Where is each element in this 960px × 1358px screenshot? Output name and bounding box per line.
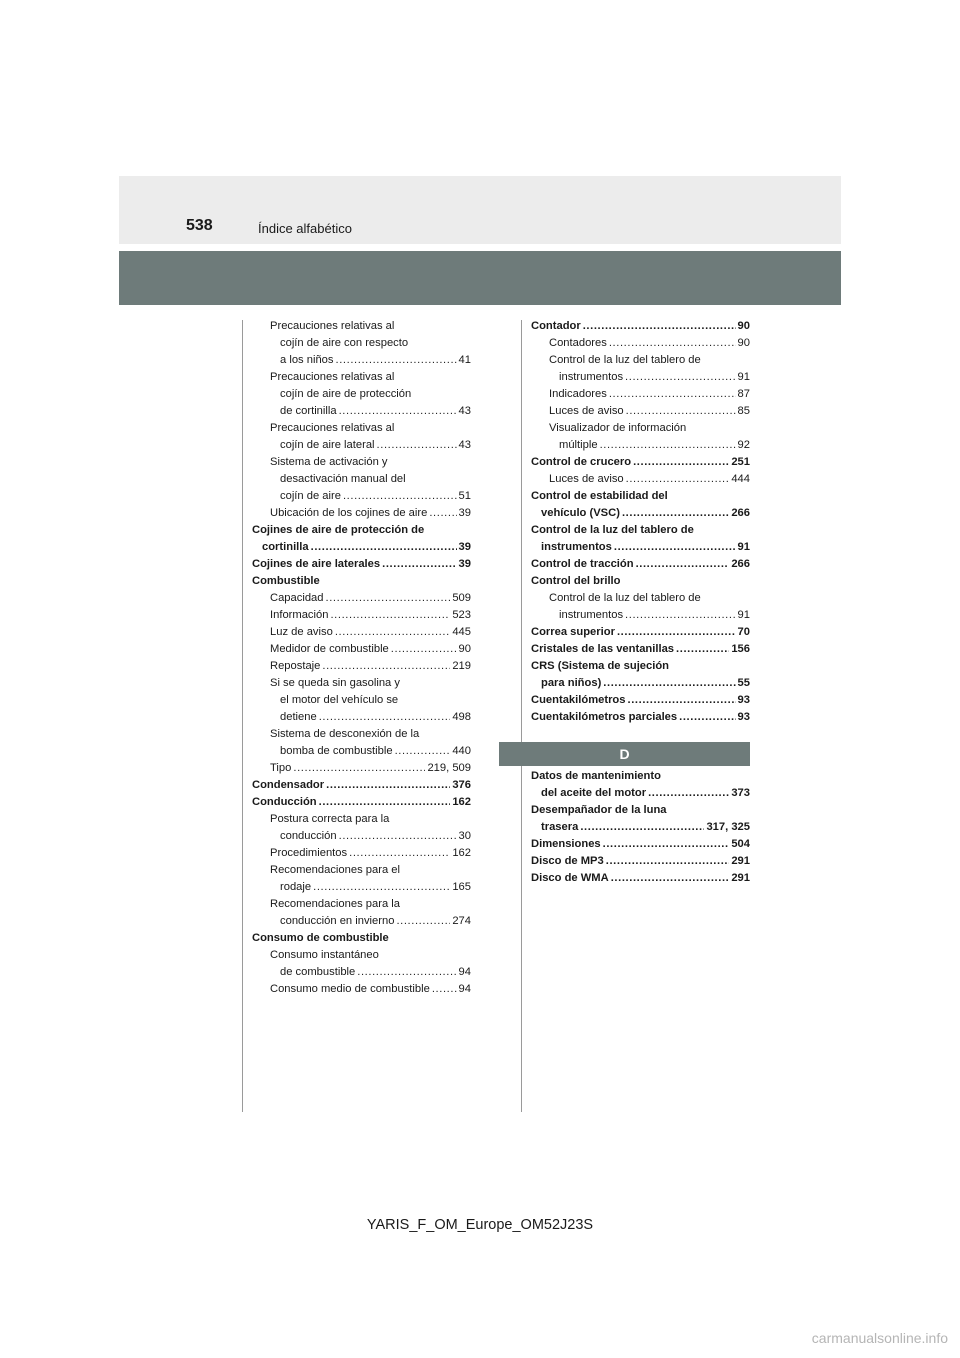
leader-dots xyxy=(626,403,736,420)
index-page-ref: 92 xyxy=(737,439,750,451)
index-entry-text: Control del brillo xyxy=(531,575,621,587)
index-entry xyxy=(252,947,471,981)
index-page-ref: 39 xyxy=(458,541,471,553)
index-entry-text: Cojines de aire de protección de xyxy=(252,524,425,536)
index-page-ref: 162 xyxy=(452,796,471,808)
index-entry xyxy=(531,352,750,386)
index-page-ref: 251 xyxy=(731,456,750,468)
index-page-ref: 274 xyxy=(452,915,471,927)
index-entry xyxy=(531,556,750,573)
leader-dots xyxy=(606,853,730,870)
letter-heading-d: D xyxy=(499,742,750,766)
index-entry xyxy=(252,726,471,760)
index-entry-text: Repostaje xyxy=(270,660,321,672)
leader-dots xyxy=(609,335,736,352)
leader-dots xyxy=(322,658,450,675)
index-entry-text: cojín de aire xyxy=(280,490,341,502)
index-page-ref: 504 xyxy=(731,838,750,850)
leader-dots xyxy=(648,785,729,802)
index-entry xyxy=(252,522,471,556)
index-page-ref: 90 xyxy=(737,337,750,349)
index-page-ref: 509 xyxy=(452,592,471,604)
index-entry-text: cortinilla xyxy=(262,541,309,553)
index-entry-text: Consumo medio de combustible xyxy=(270,983,430,995)
index-entry-text: instrumentos xyxy=(559,371,624,383)
index-entry xyxy=(252,777,471,794)
index-page-ref: 93 xyxy=(737,694,750,706)
index-entry-text: Cristales de las ventanillas xyxy=(531,643,675,655)
index-entry-text: Condensador xyxy=(252,779,325,791)
leader-dots xyxy=(614,539,736,556)
leader-dots xyxy=(603,675,735,692)
index-entry-text: Contador xyxy=(531,320,581,332)
index-entry xyxy=(531,802,750,836)
index-entry xyxy=(531,768,750,802)
leader-dots xyxy=(603,836,730,853)
index-entry xyxy=(252,862,471,896)
index-page-ref: 440 xyxy=(452,745,471,757)
index-entry-text: múltiple xyxy=(559,439,598,451)
index-entry xyxy=(531,335,750,352)
index-entry xyxy=(531,590,750,624)
index-page-ref: 93 xyxy=(737,711,750,723)
index-page-ref: 51 xyxy=(458,490,471,502)
index-page-ref: 376 xyxy=(452,779,471,791)
leader-dots xyxy=(626,471,730,488)
leader-dots xyxy=(339,403,457,420)
leader-dots xyxy=(326,777,450,794)
index-entry xyxy=(531,403,750,420)
index-page-ref: 90 xyxy=(737,320,750,332)
index-page-ref: 219, 509 xyxy=(427,762,471,774)
leader-dots xyxy=(583,318,736,335)
index-entry-text: Postura correcta para la xyxy=(270,813,390,825)
leader-dots xyxy=(293,760,425,777)
index-entry-text: Procedimientos xyxy=(270,847,348,859)
index-entry-text: Capacidad xyxy=(270,592,324,604)
index-page-ref: 317, 325 xyxy=(706,821,750,833)
index-page-ref: 291 xyxy=(731,872,750,884)
leader-dots xyxy=(609,386,736,403)
leader-dots xyxy=(335,624,451,641)
header-gray-bar xyxy=(119,251,841,305)
index-entry-text: Tipo xyxy=(270,762,292,774)
index-entry-text: Control de la luz del tablero de xyxy=(549,592,701,604)
index-entry xyxy=(252,590,471,607)
leader-dots xyxy=(319,794,451,811)
leader-dots xyxy=(625,607,736,624)
leader-dots xyxy=(633,454,729,471)
index-entry xyxy=(531,420,750,454)
leader-dots xyxy=(580,819,704,836)
leader-dots xyxy=(600,437,736,454)
leader-dots xyxy=(377,437,457,454)
index-entry-text: a los niños xyxy=(280,354,334,366)
leader-dots xyxy=(391,641,457,658)
index-entry-text: rodaje xyxy=(280,881,312,893)
index-entry-text: Medidor de combustible xyxy=(270,643,389,655)
index-entry xyxy=(531,658,750,692)
index-entry-text: Ubicación de los cojines de aire xyxy=(270,507,428,519)
index-entry xyxy=(252,454,471,505)
leader-dots xyxy=(336,352,457,369)
index-entry-text: Conducción xyxy=(252,796,317,808)
index-entry-text: Sistema de activación y xyxy=(270,456,388,468)
index-column-right xyxy=(531,318,750,726)
index-page-ref: 30 xyxy=(458,830,471,842)
index-entry xyxy=(252,420,471,454)
index-page-ref: 444 xyxy=(731,473,750,485)
index-entry xyxy=(531,624,750,641)
index-entry-text: Cuentakilómetros parciales xyxy=(531,711,678,723)
leader-dots xyxy=(679,709,735,726)
index-page-ref: 162 xyxy=(452,847,471,859)
index-entry xyxy=(531,386,750,403)
index-page-ref: 91 xyxy=(737,541,750,553)
index-entry xyxy=(531,836,750,853)
index-entry xyxy=(531,573,750,590)
index-page-ref: 87 xyxy=(737,388,750,400)
index-page-ref: 39 xyxy=(458,558,471,570)
index-entry xyxy=(252,760,471,777)
index-entry-text: Precauciones relativas al xyxy=(270,371,395,383)
footer-document-code: YARIS_F_OM_Europe_OM52J23S xyxy=(366,1217,594,1233)
leader-dots xyxy=(319,709,451,726)
index-entry xyxy=(531,522,750,556)
leader-dots xyxy=(395,743,451,760)
leader-dots xyxy=(339,828,457,845)
leader-dots xyxy=(357,964,456,981)
index-entry-text: Información xyxy=(270,609,329,621)
index-page-ref: 498 xyxy=(452,711,471,723)
index-entry-text: el motor del vehículo se xyxy=(280,694,399,706)
index-entry-text: Disco de WMA xyxy=(531,872,609,884)
index-entry xyxy=(531,709,750,726)
leader-dots xyxy=(311,539,457,556)
leader-dots xyxy=(313,879,450,896)
index-entry-text: Correa superior xyxy=(531,626,615,638)
watermark: carmanualsonline.info xyxy=(811,1330,948,1346)
index-entry xyxy=(531,488,750,522)
index-entry-text: Contadores xyxy=(549,337,607,349)
index-page-ref: 219 xyxy=(452,660,471,672)
leader-dots xyxy=(636,556,730,573)
index-entry-text: Desempañador de la luna xyxy=(531,804,667,816)
index-entry-text: Luces de aviso xyxy=(549,405,624,417)
index-entry xyxy=(531,641,750,658)
index-entry-text: cojín de aire con respecto xyxy=(280,337,409,349)
index-entry-text: cojín de aire de protección xyxy=(280,388,412,400)
index-entry xyxy=(252,369,471,420)
index-entry-text: Dimensiones xyxy=(531,838,601,850)
index-entry-text: Combustible xyxy=(252,575,320,587)
index-entry xyxy=(531,454,750,471)
index-entry xyxy=(252,573,471,590)
leader-dots xyxy=(676,641,729,658)
index-page-ref: 165 xyxy=(452,881,471,893)
leader-dots xyxy=(611,870,730,887)
leader-dots xyxy=(617,624,736,641)
index-entry xyxy=(531,870,750,887)
index-entry-text: Consumo de combustible xyxy=(252,932,389,944)
index-page-ref: 94 xyxy=(458,966,471,978)
index-entry xyxy=(252,811,471,845)
index-page-ref: 94 xyxy=(458,983,471,995)
index-column-left xyxy=(252,318,471,998)
index-entry-text: instrumentos xyxy=(541,541,612,553)
index-page-ref: 43 xyxy=(458,439,471,451)
index-entry-text: Cojines de aire laterales xyxy=(252,558,381,570)
index-entry-text: cojín de aire lateral xyxy=(280,439,375,451)
index-entry-text: Luces de aviso xyxy=(549,473,624,485)
leader-dots xyxy=(628,692,736,709)
index-entry-text: de cortinilla xyxy=(280,405,337,417)
index-entry-text: vehículo (VSC) xyxy=(541,507,620,519)
index-entry-text: Recomendaciones para la xyxy=(270,898,400,910)
index-page-ref: 90 xyxy=(458,643,471,655)
index-entry-text: Cuentakilómetros xyxy=(531,694,626,706)
index-entry xyxy=(252,675,471,726)
index-entry xyxy=(531,471,750,488)
index-entry-text: Control de crucero xyxy=(531,456,632,468)
index-page-ref: 156 xyxy=(731,643,750,655)
index-entry-text: Sistema de desconexión de la xyxy=(270,728,420,740)
index-entry-text: Precauciones relativas al xyxy=(270,320,395,332)
index-page-ref: 43 xyxy=(458,405,471,417)
index-entry xyxy=(252,896,471,930)
index-entry xyxy=(252,607,471,624)
index-page-ref: 523 xyxy=(452,609,471,621)
index-page-ref: 55 xyxy=(737,677,750,689)
leader-dots xyxy=(349,845,450,862)
index-entry-text: Recomendaciones para el xyxy=(270,864,400,876)
leader-dots xyxy=(625,369,736,386)
index-entry-text: CRS (Sistema de sujeción xyxy=(531,660,670,672)
index-entry-text: conducción xyxy=(280,830,337,842)
header-band xyxy=(119,176,841,244)
index-entry xyxy=(252,845,471,862)
index-entry-text: Si se queda sin gasolina y xyxy=(270,677,400,689)
index-entry-text: Precauciones relativas al xyxy=(270,422,395,434)
index-column-right-d xyxy=(531,768,750,887)
index-entry xyxy=(252,658,471,675)
leader-dots xyxy=(622,505,729,522)
index-entry-text: Consumo instantáneo xyxy=(270,949,379,961)
index-entry xyxy=(252,624,471,641)
index-page-ref: 373 xyxy=(731,787,750,799)
index-entry xyxy=(252,505,471,522)
index-entry xyxy=(252,556,471,573)
index-entry-text: del aceite del motor xyxy=(541,787,647,799)
leader-dots xyxy=(429,505,456,522)
leader-dots xyxy=(343,488,457,505)
index-entry-text: trasera xyxy=(541,821,579,833)
index-entry-text: bomba de combustible xyxy=(280,745,393,757)
index-entry xyxy=(531,318,750,335)
index-page-ref: 91 xyxy=(737,371,750,383)
section-title: Índice alfabético xyxy=(258,221,352,236)
index-entry xyxy=(531,692,750,709)
index-page-ref: 445 xyxy=(452,626,471,638)
index-entry-text: de combustible xyxy=(280,966,356,978)
index-entry-text: conducción en invierno xyxy=(280,915,395,927)
index-entry-text: Control de tracción xyxy=(531,558,634,570)
index-entry-text: Datos de mantenimiento xyxy=(531,770,661,782)
index-entry xyxy=(252,794,471,811)
index-entry-text: desactivación manual del xyxy=(280,473,406,485)
leader-dots xyxy=(396,913,450,930)
index-entry xyxy=(531,853,750,870)
leader-dots xyxy=(432,981,457,998)
index-entry-text: Control de la luz del tablero de xyxy=(531,524,694,536)
index-entry-text: Luz de aviso xyxy=(270,626,333,638)
column-rule-left xyxy=(242,320,243,1112)
index-page-ref: 266 xyxy=(731,507,750,519)
index-entry xyxy=(252,641,471,658)
index-entry-text: instrumentos xyxy=(559,609,624,621)
leader-dots xyxy=(330,607,450,624)
leader-dots xyxy=(326,590,451,607)
index-entry-text: detiene xyxy=(280,711,317,723)
index-entry xyxy=(252,318,471,369)
column-rule-middle xyxy=(521,320,522,1112)
leader-dots xyxy=(382,556,456,573)
page-number: 538 xyxy=(186,217,213,234)
index-entry-text: para niños) xyxy=(541,677,602,689)
index-page-ref: 41 xyxy=(458,354,471,366)
index-page-ref: 91 xyxy=(737,609,750,621)
index-entry-text: Visualizador de información xyxy=(549,422,687,434)
index-page-ref: 85 xyxy=(737,405,750,417)
index-entry xyxy=(252,930,471,947)
index-page-ref: 266 xyxy=(731,558,750,570)
index-entry-text: Indicadores xyxy=(549,388,607,400)
index-page-ref: 70 xyxy=(737,626,750,638)
index-entry xyxy=(252,981,471,998)
index-page-ref: 39 xyxy=(458,507,471,519)
index-entry-text: Control de la luz del tablero de xyxy=(549,354,701,366)
index-entry-text: Disco de MP3 xyxy=(531,855,604,867)
index-page-ref: 291 xyxy=(731,855,750,867)
index-entry-text: Control de estabilidad del xyxy=(531,490,668,502)
